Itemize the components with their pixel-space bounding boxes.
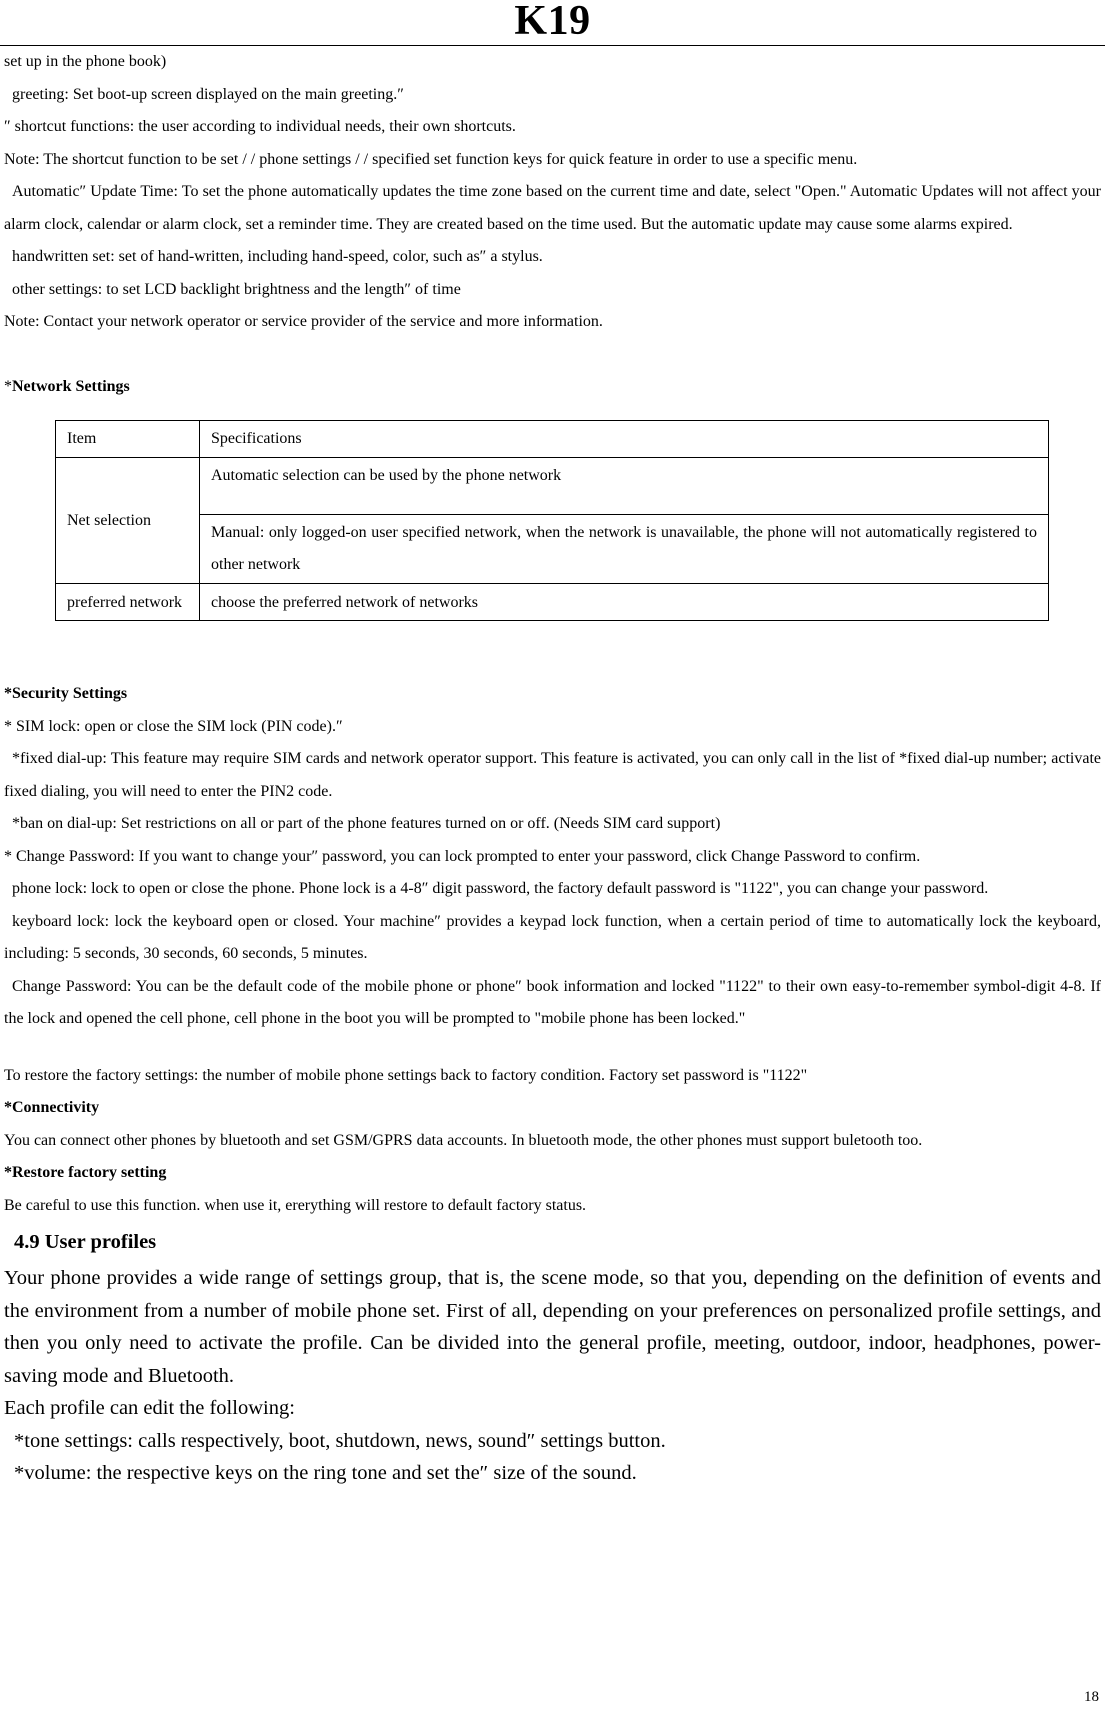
text-line: ″ shortcut functions: the user according to individual needs, their own shortcuts. [4,118,516,135]
paragraph-auto-update: Automatic″ Update Time: To set the phone automatically updates the time zone based on the current time and date, select "Open." Automatic Updates will not affect your alarm clock, calendar or alarm clock, set a reminder time. They are created based on the time used. But the automatic update may cause some alarms expired. [4,183,1101,233]
text-line: * Change Password: If you want to change your″ password, you can lock prompted to enter your password, click Change Password to confirm. [4,847,921,865]
text-line: * SIM lock: open or close the SIM lock (PIN code).″ [4,717,343,735]
network-settings-table [55,420,1049,621]
paragraph-phone-lock: phone lock: lock to open or close the phone. Phone lock is a 4-8″ digit password, the factory default password is "1122", you can change your password. [12,880,989,897]
table-cell-preferred-spec: choose the preferred network of networks [200,584,1049,621]
text-line: You can connect other phones by bluetooth and set GSM/GPRS data accounts. In bluetooth mode, the other phones must support buletooth too. [4,1131,923,1149]
table-cell-net-selection: Net selection [56,458,200,584]
text-line: *tone settings: calls respectively, boot, shutdown, news, sound″ settings button. [14,1429,666,1452]
table-cell-preferred: preferred network [56,584,200,621]
page-header [0,0,1105,46]
page-number: 18 [1084,1689,1099,1705]
paragraph-fixed-dial: *fixed dial-up: This feature may require SIM cards and network operator support. This feature is activated, you can only call in the list of *fixed dial-up number; activate fixed dialing, you will need to enter the PIN2 code. [4,750,1101,800]
paragraph-change-password: Change Password: You can be the default code of the mobile phone or phone″ book information and locked "1122" to their own easy-to-remember symbol-digit 4-8. If the lock and opened the cell phone, cell phone in the boot you will be prompted to "mobile phone has been locked." [4,977,1101,1027]
page-title: K19 [514,0,591,44]
table-header-spec: Specifications [200,421,1049,458]
text-line: *ban on dial-up: Set restrictions on all or part of the phone features turned on or off. (Needs SIM card support) [12,815,721,832]
table-row [56,584,1049,621]
section-heading-security: *Security Settings [4,685,128,702]
text-line: Each profile can edit the following: [4,1397,295,1419]
document-body [4,46,1101,1490]
network-heading-text: Network Settings [12,377,130,395]
text-line: Note: Contact your network operator or service provider of the service and more information. [4,313,603,330]
section-heading-restore: *Restore factory setting [4,1164,167,1181]
text-line: *volume: the respective keys on the ring tone and set the″ size of the sound. [14,1462,637,1484]
text-line: Be careful to use this function. when use it, ererything will restore to default factory status. [4,1196,587,1214]
section-heading-network [4,371,1101,404]
text-line: handwritten set: set of hand-written, including hand-speed, color, such as″ a stylus. [12,248,543,265]
text-line: Note: The shortcut function to be set / / phone settings / / specified set function keys for quick feature in order to use a specific menu. [4,150,858,168]
table-cell-manual: Manual: only logged-on user specified network, when the network is unavailable, the phone will not automatically registered to other network [200,515,1049,584]
section-heading-user-profiles: 4.9 User profiles [14,1231,157,1253]
text-line: other settings: to set LCD backlight brightness and the length″ of time [12,280,461,298]
table-header-item: Item [56,421,200,458]
table-row [56,458,1049,515]
paragraph-keyboard-lock: keyboard lock: lock the keyboard open or closed. Your machine″ provides a keypad lock function, when a certain period of time to automatically lock the keyboard, including: 5 seconds, 30 seconds, 60 seconds, 5 minutes. [4,912,1101,962]
text-line: set up in the phone book) [4,53,167,70]
table-cell-auto: Automatic selection can be used by the phone network [200,458,1049,515]
table-row [56,515,1049,584]
section-heading-connectivity: *Connectivity [4,1099,100,1116]
text-line: greeting: Set boot-up screen displayed on the main greeting.″ [12,85,404,103]
table-row [56,421,1049,458]
paragraph-profiles: Your phone provides a wide range of settings group, that is, the scene mode, so that you, depending on the definition of events and the environment from a number of mobile phone set. First of all, depending on your preferences on personalized profile settings, and then you only need to activate the profile. Can be divided into the general profile, meeting, outdoor, indoor, headphones, power-saving mode and Bluetooth. [4,1267,1101,1387]
text-line-restore: To restore the factory settings: the number of mobile phone settings back to factory condition. Factory set password is "1122" [4,1066,808,1084]
heading-star: * [4,377,12,395]
